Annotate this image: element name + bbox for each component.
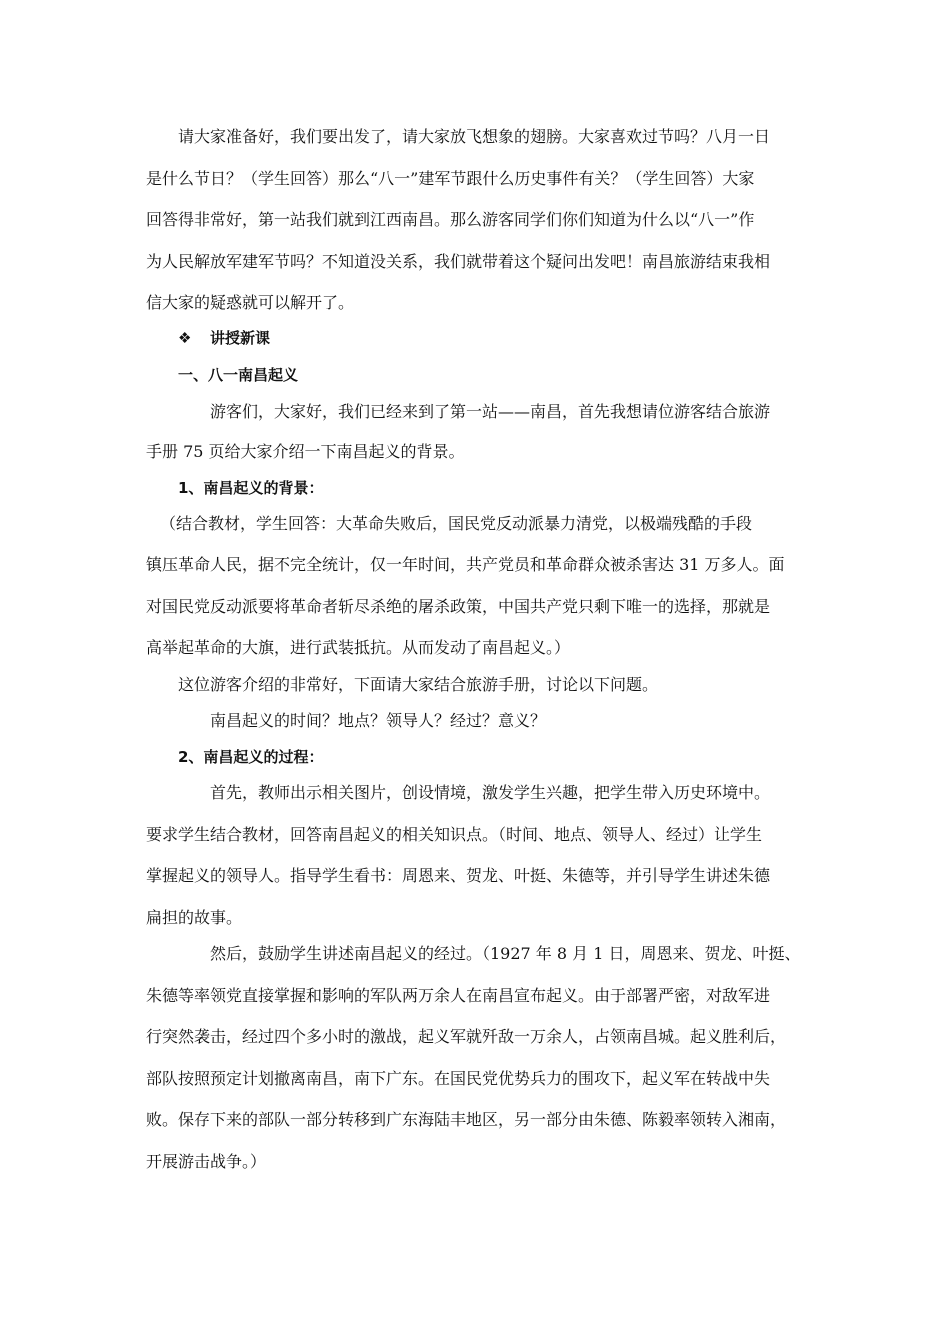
- text-line: 开展游击战争。）: [146, 1152, 267, 1171]
- heading-nanchang-uprising: 一、八一南昌起义: [178, 366, 299, 384]
- text-line: 是什么节日？（学生回答）那么“八一”建军节跟什么历史事件有关？（学生回答）大家: [146, 169, 755, 188]
- text-line: 回答得非常好，第一站我们就到江西南昌。那么游客同学们你们知道为什么以“八一”作: [146, 210, 755, 229]
- discussion-questions: 南昌起义的时间？地点？领导人？经过？意义？: [210, 711, 547, 730]
- text-line: （结合教材，学生回答：大革命失败后，国民党反动派暴力清党，以极端残酷的手段: [160, 514, 753, 533]
- text-line: 为人民解放军建军节吗？不知道没关系，我们就带着这个疑问出发吧！南昌旅游结束我相: [146, 252, 771, 271]
- text-line: 首先，教师出示相关图片，创设情境，激发学生兴趣，把学生带入历史环境中。: [210, 783, 771, 802]
- section-title: 讲授新课: [210, 329, 271, 347]
- text-line: 行突然袭击，经过四个多小时的激战，起义军就歼敌一万余人，占领南昌城。起义胜利后，: [146, 1027, 787, 1046]
- text-line: 败。保存下来的部队一部分转移到广东海陆丰地区，另一部分由朱德、陈毅率领转入湘南，: [146, 1110, 787, 1129]
- text-line: 手册 75 页给大家介绍一下南昌起义的背景。: [146, 442, 465, 461]
- discussion-intro: 这位游客介绍的非常好，下面请大家结合旅游手册，讨论以下问题。: [178, 675, 659, 694]
- text-line: 对国民党反动派要将革命者斩尽杀绝的屠杀政策，中国共产党只剩下唯一的选择，那就是: [146, 597, 771, 616]
- text-line: 掌握起义的领导人。指导学生看书：周恩来、贺龙、叶挺、朱德等，并引导学生讲述朱德: [146, 866, 771, 885]
- text-line: 要求学生结合教材，回答南昌起义的相关知识点。（时间、地点、领导人、经过）让学生: [146, 825, 763, 844]
- text-line: 部队按照预定计划撤离南昌，南下广东。在国民党优势兵力的围攻下，起义军在转战中失: [146, 1069, 771, 1088]
- text-line: 请大家准备好，我们要出发了，请大家放飞想象的翅膀。大家喜欢过节吗？八月一日: [178, 127, 771, 146]
- text-line: 信大家的疑惑就可以解开了。: [146, 293, 355, 312]
- text-line: 游客们，大家好，我们已经来到了第一站——南昌，首先我想请位游客结合旅游: [210, 402, 771, 421]
- diamond-bullet-icon: ❖: [178, 329, 192, 347]
- text-line: 高举起革命的大旗，进行武装抵抗。从而发动了南昌起义。）: [146, 638, 571, 657]
- text-line: 镇压革命人民，据不完全统计，仅一年时间，共产党员和革命群众被杀害达 31 万多人。面: [146, 555, 785, 574]
- text-line: 然后，鼓励学生讲述南昌起义的经过。（1927 年 8 月 1 日，周恩来、贺龙、叶挺、: [210, 944, 801, 963]
- text-line: 朱德等率领党直接掌握和影响的军队两万余人在南昌宣布起义。由于部署严密，对敌军进: [146, 986, 771, 1005]
- subheading-process: 2、南昌起义的过程：: [178, 748, 324, 766]
- text-line: 扁担的故事。: [146, 908, 243, 927]
- subheading-background: 1、南昌起义的背景：: [178, 479, 324, 497]
